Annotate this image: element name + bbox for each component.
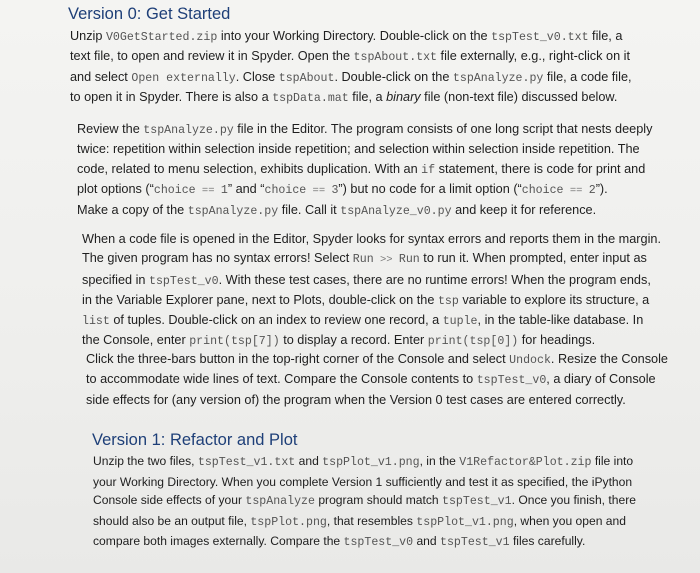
code-term: V0GetStarted.zip [105, 31, 218, 44]
text-run: side effects for (any version of) the program when the Version 0 test cases are entered correctly. [86, 392, 626, 407]
text-run: . Resize the Console [550, 352, 668, 366]
code-term: tspAnalyze.py [143, 124, 234, 137]
code-term: print(tsp[0]) [427, 335, 519, 349]
text-line [93, 512, 636, 533]
code-term: tspTest_v0 [149, 274, 219, 288]
code-term: tuple [442, 315, 478, 329]
text-line [70, 68, 632, 88]
section-1-paragraph-1 [93, 452, 636, 553]
text-run: file in the Editor. The program consists of one long script that nests deeply [233, 122, 653, 136]
text-run: should also be an output file, [93, 513, 251, 528]
text-line [77, 160, 652, 180]
code-term: tspAnalyze [245, 495, 315, 509]
code-term: tspPlot_v1.png [322, 456, 420, 469]
text-run: ” and “ [227, 181, 265, 196]
text-run: Review the [77, 122, 144, 136]
text-run: ”). [595, 181, 608, 196]
code-term: tspTest_v1.txt [197, 456, 296, 469]
text-line [93, 491, 636, 512]
text-run: statement, there is code for print and [435, 161, 646, 176]
text-run: compare both images externally. Compare the [93, 534, 344, 549]
code-term: if [421, 163, 436, 177]
code-term: tspPlot.png [250, 515, 327, 529]
text-run: The given program has no syntax errors! Select [82, 251, 353, 266]
code-term: Run >> Run [352, 253, 420, 267]
code-term: tspAnalyze_v0.py [340, 205, 452, 219]
text-line [93, 532, 636, 553]
text-line [86, 391, 668, 410]
text-run: variable to explore its structure, a [458, 292, 650, 307]
text-line [77, 140, 652, 159]
code-term: V1Refactor&Plot.zip [459, 456, 592, 469]
text-line [86, 350, 668, 370]
code-term: choice == 1 [153, 183, 228, 197]
text-run: Make a copy of the [77, 203, 188, 218]
section-0-paragraph-2 [77, 120, 652, 221]
code-term: tspAnalyze.py [452, 71, 544, 85]
text-line [82, 230, 661, 249]
text-line [70, 47, 632, 67]
section-0-paragraph-3 [82, 230, 661, 352]
text-run: , a diary of Console [546, 372, 656, 387]
text-run: Unzip the two files, [93, 454, 198, 468]
text-run: file externally, e.g., right-click on it [437, 49, 631, 64]
code-term: print(tsp[7]) [189, 335, 280, 349]
code-term: tspTest_v0 [343, 536, 414, 550]
text-run: file, a code file, [543, 69, 632, 84]
text-run: When a code file is opened in the Editor, Spyder looks for syntax errors and reports them in the margin. [82, 232, 661, 246]
text-line [77, 180, 652, 201]
text-run: for headings. [518, 333, 596, 348]
text-line [77, 120, 652, 140]
text-run: specified in [82, 272, 149, 287]
code-term: choice == 3 [264, 183, 339, 197]
code-term: tspAnalyze.py [187, 205, 279, 219]
text-run: code, related to menu selection, exhibits duplication. With an [77, 161, 422, 176]
text-run: Unzip [70, 29, 106, 43]
text-line [82, 311, 661, 331]
text-run: the Console, enter [82, 333, 190, 348]
code-term: tspAbout.txt [353, 51, 438, 65]
text-run: file, a [348, 89, 387, 104]
text-run: plot options (“ [77, 181, 154, 196]
text-run: . Once you finish, there [511, 493, 636, 508]
code-term: tspPlot_v1.png [416, 515, 514, 529]
text-run: file into [591, 454, 634, 468]
text-run: of tuples. Double-click on an index to review one record, a [109, 313, 443, 328]
text-line [77, 201, 652, 221]
text-run: file, a [588, 29, 623, 43]
code-term: tspAbout [278, 71, 335, 85]
code-term: tsp [437, 294, 459, 308]
text-line [82, 291, 661, 311]
text-run: . Close [235, 69, 279, 84]
text-line [93, 452, 636, 473]
code-term: tspTest_v0.txt [491, 31, 589, 44]
text-run: to open it in Spyder. There is also a [70, 89, 273, 104]
text-run: . With these test cases, there are no runtime errors! When the program ends, [218, 272, 651, 287]
code-term: tspTest_v1 [440, 536, 510, 550]
text-run: and select [70, 69, 132, 84]
text-run: program should match [314, 493, 443, 508]
text-run: to display a record. Enter [279, 333, 428, 348]
text-run: your Working Directory. When you complete Version 1 sufficiently and test it as specified, the iPython [93, 474, 633, 489]
text-line [82, 331, 661, 351]
text-run: ”) but no code for a limit option (“ [338, 181, 522, 196]
text-run: twice: repetition within selection inside repetition; and selection within selection inside repetition. The [77, 142, 640, 157]
text-run: files carefully. [509, 534, 586, 549]
code-term: tspTest_v1 [442, 495, 512, 509]
emphasis-text: binary [386, 89, 421, 104]
text-line [70, 27, 632, 47]
text-line [82, 271, 661, 291]
text-run: Console side effects of your [93, 493, 246, 508]
text-line [70, 88, 632, 108]
text-run: Click the three-bars button in the top-right corner of the Console and select [86, 352, 510, 366]
section-0-paragraph-4 [86, 350, 668, 410]
code-term: choice == 2 [521, 183, 596, 197]
text-run: and [295, 454, 323, 468]
text-run: and keep it for reference. [451, 203, 597, 218]
section-0-title: Version 0: Get Started [68, 5, 231, 23]
text-run: to run it. When prompted, enter input as [419, 251, 647, 266]
text-run: text file, to open and review it in Spyder. Open the [70, 49, 354, 64]
text-line [82, 249, 661, 270]
text-run: , when you open and [513, 513, 626, 528]
code-term: Undock [509, 354, 551, 367]
code-term: tspTest_v0 [476, 374, 547, 388]
text-run: , in the [419, 454, 460, 468]
text-run: into your Working Directory. Double-click on the [217, 29, 492, 43]
text-run: , that resembles [326, 513, 417, 528]
section-0-paragraph-1 [70, 27, 632, 108]
text-run: and [413, 534, 440, 549]
text-line [86, 370, 668, 390]
text-run: , in the table-like database. In [477, 313, 644, 328]
code-term: Open externally [131, 71, 236, 85]
code-term: list [82, 315, 110, 329]
text-line [93, 473, 636, 492]
text-run: file. Call it [278, 203, 341, 218]
text-run: in the Variable Explorer pane, next to Plots, double-click on the [82, 292, 438, 307]
text-run: to accommodate wide lines of text. Compare the Console contents to [86, 372, 477, 387]
text-run: . Double-click on the [334, 69, 453, 84]
section-1-title: Version 1: Refactor and Plot [92, 431, 298, 449]
text-run: file (non-text file) discussed below. [420, 89, 618, 104]
code-term: tspData.mat [272, 91, 349, 105]
